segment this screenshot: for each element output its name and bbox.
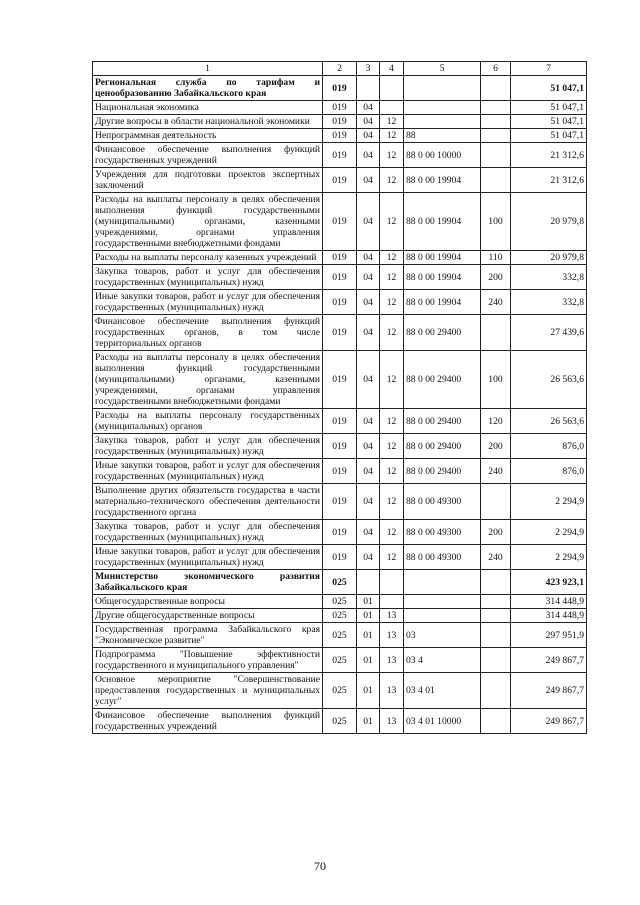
amount-cell: 249 867,7 <box>511 673 587 709</box>
amount-cell: 2 294,9 <box>511 520 587 545</box>
table-row <box>93 595 587 609</box>
target-article-cell: 88 0 00 29400 <box>404 315 481 351</box>
table-row <box>93 709 587 734</box>
target-article-cell: 88 0 00 19904 <box>404 193 481 251</box>
table-row <box>93 76 587 101</box>
section-code-cell: 04 <box>357 545 380 570</box>
header-cell: 5 <box>404 62 481 76</box>
target-article-cell <box>404 101 481 115</box>
target-article-cell: 03 4 <box>404 648 481 673</box>
section-code-cell: 04 <box>357 290 380 315</box>
expense-type-cell: 200 <box>481 520 511 545</box>
section-code-cell: 04 <box>357 351 380 409</box>
table-row <box>93 115 587 129</box>
name-cell: Иные закупки товаров, работ и услуг для обеспечения государственных (муниципальных) нужд <box>93 459 323 484</box>
section-code-cell: 01 <box>357 673 380 709</box>
grbs-code-cell: 025 <box>323 623 357 648</box>
table-row <box>93 609 587 623</box>
grbs-code-cell: 019 <box>323 168 357 193</box>
section-code-cell: 04 <box>357 409 380 434</box>
grbs-code-cell: 025 <box>323 609 357 623</box>
name-cell: Расходы на выплаты персоналу в целях обеспечения выполнения функций государственными (муниципальными) органами, казенными учреждениями, органами управления государственными внебюджетными фондами <box>93 351 323 409</box>
expense-type-cell <box>481 609 511 623</box>
amount-cell: 297 951,9 <box>511 623 587 648</box>
grbs-code-cell: 019 <box>323 520 357 545</box>
amount-cell: 2 294,9 <box>511 545 587 570</box>
amount-cell: 314 448,9 <box>511 595 587 609</box>
target-article-cell <box>404 609 481 623</box>
expense-type-cell: 100 <box>481 193 511 251</box>
name-cell: Закупка товаров, работ и услуг для обеспечения государственных (муниципальных) нужд <box>93 520 323 545</box>
grbs-code-cell: 025 <box>323 595 357 609</box>
grbs-code-cell: 019 <box>323 290 357 315</box>
expense-type-cell <box>481 648 511 673</box>
subsection-code-cell: 12 <box>380 459 404 484</box>
subsection-code-cell: 12 <box>380 129 404 143</box>
name-cell: Закупка товаров, работ и услуг для обеспечения государственных (муниципальных) нужд <box>93 265 323 290</box>
amount-cell: 51 047,1 <box>511 101 587 115</box>
section-code-cell <box>357 76 380 101</box>
expense-type-cell <box>481 484 511 520</box>
header-cell: 7 <box>511 62 587 76</box>
table-row <box>93 673 587 709</box>
section-code-cell: 01 <box>357 609 380 623</box>
grbs-code-cell: 019 <box>323 545 357 570</box>
section-code-cell: 04 <box>357 143 380 168</box>
name-cell: Выполнение других обязательств государства в части материально-технического обеспечения деятельности государственного органа <box>93 484 323 520</box>
amount-cell: 21 312,6 <box>511 168 587 193</box>
subsection-code-cell <box>380 76 404 101</box>
target-article-cell: 03 <box>404 623 481 648</box>
expense-type-cell <box>481 623 511 648</box>
grbs-code-cell: 019 <box>323 315 357 351</box>
subsection-code-cell: 12 <box>380 143 404 168</box>
name-cell: Учреждения для подготовки проектов экспертных заключений <box>93 168 323 193</box>
subsection-code-cell: 12 <box>380 351 404 409</box>
grbs-code-cell: 019 <box>323 193 357 251</box>
table-row <box>93 265 587 290</box>
target-article-cell: 88 0 00 49300 <box>404 520 481 545</box>
target-article-cell: 88 0 00 49300 <box>404 484 481 520</box>
subsection-code-cell: 13 <box>380 623 404 648</box>
budget-table-body <box>93 62 587 734</box>
amount-cell: 26 563,6 <box>511 351 587 409</box>
grbs-code-cell: 019 <box>323 115 357 129</box>
table-row <box>93 520 587 545</box>
section-code-cell: 04 <box>357 129 380 143</box>
name-cell: Финансовое обеспечение выполнения функций государственных учреждений <box>93 709 323 734</box>
amount-cell: 423 923,1 <box>511 570 587 595</box>
section-code-cell: 04 <box>357 115 380 129</box>
amount-cell: 332,8 <box>511 290 587 315</box>
subsection-code-cell: 12 <box>380 409 404 434</box>
name-cell: Расходы на выплаты персоналу в целях обеспечения выполнения функций государственными (муниципальными) органами, казенными учреждениями, органами управления государственными внебюджетными фондами <box>93 193 323 251</box>
table-row <box>93 290 587 315</box>
subsection-code-cell: 12 <box>380 251 404 265</box>
grbs-code-cell: 019 <box>323 251 357 265</box>
grbs-code-cell: 019 <box>323 265 357 290</box>
grbs-code-cell: 025 <box>323 673 357 709</box>
expense-type-cell: 240 <box>481 459 511 484</box>
subsection-code-cell: 12 <box>380 315 404 351</box>
name-cell: Финансовое обеспечение выполнения функций государственных органов, в том числе территориальных органов <box>93 315 323 351</box>
section-code-cell: 01 <box>357 623 380 648</box>
name-cell: Подпрограмма "Повышение эффективности государственного и муниципального управления" <box>93 648 323 673</box>
table-row <box>93 143 587 168</box>
subsection-code-cell <box>380 595 404 609</box>
amount-cell: 20 979,8 <box>511 193 587 251</box>
section-code-cell: 04 <box>357 265 380 290</box>
subsection-code-cell: 12 <box>380 265 404 290</box>
table-row <box>93 623 587 648</box>
target-article-cell: 88 0 00 19904 <box>404 168 481 193</box>
amount-cell: 314 448,9 <box>511 609 587 623</box>
table-row <box>93 168 587 193</box>
target-article-cell: 88 0 00 19904 <box>404 265 481 290</box>
subsection-code-cell <box>380 570 404 595</box>
expense-type-cell <box>481 115 511 129</box>
section-code-cell: 04 <box>357 101 380 115</box>
grbs-code-cell: 025 <box>323 570 357 595</box>
subsection-code-cell: 12 <box>380 115 404 129</box>
expense-type-cell <box>481 709 511 734</box>
grbs-code-cell: 019 <box>323 101 357 115</box>
name-cell: Общегосударственные вопросы <box>93 595 323 609</box>
table-row <box>93 409 587 434</box>
table-row <box>93 459 587 484</box>
expense-type-cell <box>481 315 511 351</box>
amount-cell: 21 312,6 <box>511 143 587 168</box>
subsection-code-cell: 12 <box>380 290 404 315</box>
expense-type-cell <box>481 76 511 101</box>
subsection-code-cell: 12 <box>380 193 404 251</box>
expense-type-cell: 200 <box>481 265 511 290</box>
page-number: 70 <box>314 859 326 873</box>
expense-type-cell <box>481 168 511 193</box>
expense-type-cell <box>481 570 511 595</box>
amount-cell: 2 294,9 <box>511 484 587 520</box>
name-cell: Другие вопросы в области национальной экономики <box>93 115 323 129</box>
expense-type-cell: 240 <box>481 290 511 315</box>
expense-type-cell <box>481 101 511 115</box>
grbs-code-cell: 019 <box>323 459 357 484</box>
target-article-cell: 88 0 00 29400 <box>404 434 481 459</box>
name-cell: Финансовое обеспечение выполнения функций государственных учреждений <box>93 143 323 168</box>
table-row <box>93 129 587 143</box>
amount-cell: 249 867,7 <box>511 709 587 734</box>
section-code-cell: 04 <box>357 434 380 459</box>
header-cell: 2 <box>323 62 357 76</box>
name-cell: Основное мероприятие "Совершенствование предоставления государственных и муниципальных услуг" <box>93 673 323 709</box>
section-code-cell: 01 <box>357 648 380 673</box>
amount-cell: 876,0 <box>511 434 587 459</box>
target-article-cell: 88 0 00 29400 <box>404 409 481 434</box>
subsection-code-cell: 12 <box>380 520 404 545</box>
section-code-cell: 01 <box>357 595 380 609</box>
table-row <box>93 434 587 459</box>
header-cell: 1 <box>93 62 323 76</box>
header-cell: 6 <box>481 62 511 76</box>
expense-type-cell: 200 <box>481 434 511 459</box>
grbs-code-cell: 025 <box>323 648 357 673</box>
target-article-cell: 88 <box>404 129 481 143</box>
section-code-cell: 01 <box>357 709 380 734</box>
target-article-cell: 88 0 00 49300 <box>404 545 481 570</box>
target-article-cell <box>404 595 481 609</box>
section-code-cell: 04 <box>357 520 380 545</box>
target-article-cell: 03 4 01 <box>404 673 481 709</box>
header-cell: 4 <box>380 62 404 76</box>
target-article-cell: 88 0 00 29400 <box>404 459 481 484</box>
header-cell: 3 <box>357 62 380 76</box>
subsection-code-cell: 12 <box>380 168 404 193</box>
name-cell: Непрограммная деятельность <box>93 129 323 143</box>
amount-cell: 26 563,6 <box>511 409 587 434</box>
expense-type-cell: 110 <box>481 251 511 265</box>
name-cell: Иные закупки товаров, работ и услуг для обеспечения государственных (муниципальных) нужд <box>93 545 323 570</box>
table-row <box>93 570 587 595</box>
amount-cell: 332,8 <box>511 265 587 290</box>
expense-type-cell: 100 <box>481 351 511 409</box>
grbs-code-cell: 019 <box>323 434 357 459</box>
table-row <box>93 315 587 351</box>
grbs-code-cell: 019 <box>323 129 357 143</box>
expense-type-cell: 120 <box>481 409 511 434</box>
section-code-cell: 04 <box>357 459 380 484</box>
amount-cell: 27 439,6 <box>511 315 587 351</box>
name-cell: Расходы на выплаты персоналу государственных (муниципальных) органов <box>93 409 323 434</box>
name-cell: Региональная служба по тарифам и ценообразованию Забайкальского края <box>93 76 323 101</box>
grbs-code-cell: 019 <box>323 76 357 101</box>
amount-cell: 51 047,1 <box>511 76 587 101</box>
section-code-cell: 04 <box>357 315 380 351</box>
table-row <box>93 193 587 251</box>
grbs-code-cell: 019 <box>323 409 357 434</box>
section-code-cell: 04 <box>357 484 380 520</box>
subsection-code-cell: 13 <box>380 609 404 623</box>
amount-cell: 51 047,1 <box>511 129 587 143</box>
amount-cell: 20 979,8 <box>511 251 587 265</box>
grbs-code-cell: 025 <box>323 709 357 734</box>
amount-cell: 51 047,1 <box>511 115 587 129</box>
expense-type-cell <box>481 129 511 143</box>
name-cell: Иные закупки товаров, работ и услуг для обеспечения государственных (муниципальных) нужд <box>93 290 323 315</box>
grbs-code-cell: 019 <box>323 143 357 168</box>
amount-cell: 876,0 <box>511 459 587 484</box>
section-code-cell <box>357 570 380 595</box>
name-cell: Государственная программа Забайкальского края "Экономическое развитие" <box>93 623 323 648</box>
table-row <box>93 648 587 673</box>
expense-type-cell <box>481 143 511 168</box>
name-cell: Закупка товаров, работ и услуг для обеспечения государственных (муниципальных) нужд <box>93 434 323 459</box>
expense-type-cell <box>481 673 511 709</box>
table-row <box>93 251 587 265</box>
name-cell: Другие общегосударственные вопросы <box>93 609 323 623</box>
target-article-cell: 88 0 00 19904 <box>404 290 481 315</box>
section-code-cell: 04 <box>357 193 380 251</box>
subsection-code-cell: 13 <box>380 673 404 709</box>
name-cell: Национальная экономика <box>93 101 323 115</box>
table-row <box>93 101 587 115</box>
budget-table <box>92 61 587 734</box>
section-code-cell: 04 <box>357 168 380 193</box>
target-article-cell: 88 0 00 10000 <box>404 143 481 168</box>
target-article-cell <box>404 570 481 595</box>
table-row <box>93 351 587 409</box>
name-cell: Расходы на выплаты персоналу казенных учреждений <box>93 251 323 265</box>
expense-type-cell <box>481 595 511 609</box>
subsection-code-cell: 12 <box>380 545 404 570</box>
target-article-cell <box>404 76 481 101</box>
header-row <box>93 62 587 76</box>
section-code-cell: 04 <box>357 251 380 265</box>
table-row <box>93 545 587 570</box>
table-row <box>93 484 587 520</box>
subsection-code-cell: 12 <box>380 484 404 520</box>
expense-type-cell: 240 <box>481 545 511 570</box>
target-article-cell: 03 4 01 10000 <box>404 709 481 734</box>
subsection-code-cell: 12 <box>380 434 404 459</box>
name-cell: Министерство экономического развития Забайкальского края <box>93 570 323 595</box>
target-article-cell: 88 0 00 29400 <box>404 351 481 409</box>
amount-cell: 249 867,7 <box>511 648 587 673</box>
subsection-code-cell: 13 <box>380 648 404 673</box>
grbs-code-cell: 019 <box>323 484 357 520</box>
target-article-cell <box>404 115 481 129</box>
subsection-code-cell <box>380 101 404 115</box>
target-article-cell: 88 0 00 19904 <box>404 251 481 265</box>
subsection-code-cell: 13 <box>380 709 404 734</box>
grbs-code-cell: 019 <box>323 351 357 409</box>
